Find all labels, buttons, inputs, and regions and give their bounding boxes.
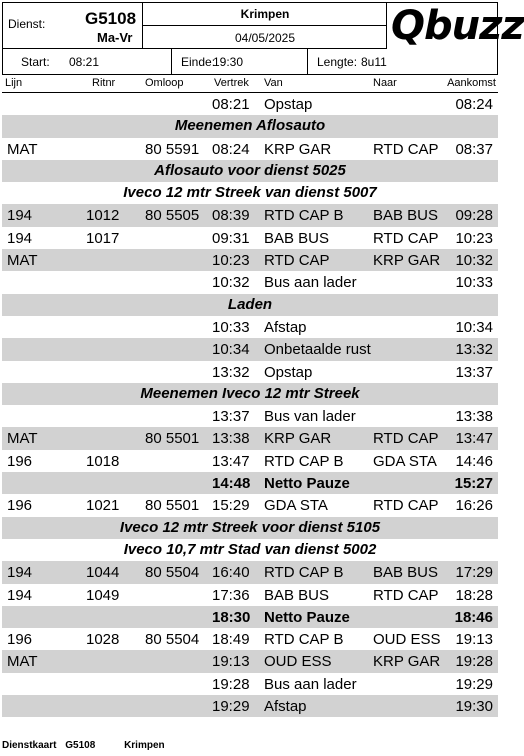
cell-aank: 19:30 xyxy=(455,698,493,716)
cell-vt: 13:37 xyxy=(212,408,250,426)
cell-vt: 10:34 xyxy=(212,341,250,359)
cell-van: RTD CAP B xyxy=(264,631,344,649)
section-text: Aflosauto voor dienst 5025 xyxy=(154,161,346,179)
date: 04/05/2025 xyxy=(234,31,296,45)
cell-vt: 08:24 xyxy=(212,140,250,158)
section-heading xyxy=(2,294,498,316)
table-row xyxy=(2,450,498,472)
cell-van: Netto Pauze xyxy=(264,475,350,493)
cell-van: KRP GAR xyxy=(264,140,332,158)
col-aankomst: Aankomst xyxy=(447,77,496,89)
cell-van: KRP GAR xyxy=(264,430,332,448)
cell-oml: 80 5501 xyxy=(145,430,200,448)
cell-rit: 1021 xyxy=(86,497,120,515)
cell-rit: 1044 xyxy=(86,564,120,582)
cell-aank: 19:13 xyxy=(455,631,493,649)
cell-oml: 80 5501 xyxy=(145,497,200,515)
cell-van: Afstap xyxy=(264,698,307,716)
cell-aank: 10:33 xyxy=(455,274,493,292)
cell-aank: 13:37 xyxy=(455,363,493,381)
cell-vt: 16:40 xyxy=(212,564,250,582)
cell-rit: 1018 xyxy=(86,452,120,470)
cell-van: Bus aan lader xyxy=(264,274,357,292)
cell-lijn: 194 xyxy=(7,564,33,582)
cell-vt: 08:39 xyxy=(212,207,250,225)
cell-lijn: 196 xyxy=(7,452,33,470)
cell-vt: 18:49 xyxy=(212,631,250,649)
cell-van: Netto Pauze xyxy=(264,608,350,626)
cell-aank: 10:23 xyxy=(455,229,493,247)
table-row xyxy=(2,405,498,427)
cell-lijn: MAT xyxy=(7,252,38,270)
cell-naar: KRP GAR xyxy=(373,653,441,671)
cell-van: OUD ESS xyxy=(264,653,332,671)
cell-naar: RTD CAP xyxy=(373,229,439,247)
footer xyxy=(2,740,165,751)
cell-oml: 80 5504 xyxy=(145,564,200,582)
section-text: Iveco 12 mtr Streek van dienst 5007 xyxy=(123,184,377,202)
cell-vt: 17:36 xyxy=(212,586,250,604)
table-row xyxy=(2,316,498,338)
cell-oml: 80 5504 xyxy=(145,631,200,649)
cell-van: RTD CAP B xyxy=(264,207,344,225)
lengte-label: Lengte: xyxy=(317,55,358,69)
col-omloop: Omloop xyxy=(145,77,184,89)
cell-aank: 08:24 xyxy=(455,96,493,113)
col-van: Van xyxy=(264,77,283,89)
cell-vt: 09:31 xyxy=(212,229,250,247)
cell-vt: 13:38 xyxy=(212,430,250,448)
table-row xyxy=(2,494,498,516)
cell-van: Afstap xyxy=(264,318,307,336)
cell-naar: RTD CAP xyxy=(373,586,439,604)
cell-naar: GDA STA xyxy=(373,452,437,470)
cell-lijn: 194 xyxy=(7,229,33,247)
dienst-label: Dienst: xyxy=(8,17,46,31)
cell-aank: 09:28 xyxy=(455,207,493,225)
cell-naar: RTD CAP xyxy=(373,497,439,515)
cell-aank: 18:28 xyxy=(455,586,493,604)
table-row xyxy=(2,138,498,160)
cell-lijn: MAT xyxy=(7,430,38,448)
cell-lijn: MAT xyxy=(7,653,38,671)
cell-van: Onbetaalde rust xyxy=(264,341,371,359)
cell-aank: 08:37 xyxy=(455,140,493,158)
cell-van: Bus aan lader xyxy=(264,675,357,693)
cell-aank: 15:27 xyxy=(454,475,493,493)
cell-lijn: MAT xyxy=(7,140,38,158)
cell-naar: BAB BUS xyxy=(373,207,439,225)
cell-aank: 17:29 xyxy=(455,564,493,582)
cell-van: RTD CAP B xyxy=(264,564,344,582)
section-heading xyxy=(2,383,498,405)
cell-rit: 1017 xyxy=(86,229,120,247)
dienst-code: G5108 xyxy=(85,9,137,28)
header xyxy=(2,2,524,75)
cell-aank: 10:32 xyxy=(455,252,493,270)
cell-naar: RTD CAP xyxy=(373,430,439,448)
cell-aank: 13:47 xyxy=(455,430,493,448)
cell-van: Opstap xyxy=(264,363,313,381)
dienst-days: Ma-Vr xyxy=(97,30,133,45)
table-row xyxy=(2,249,498,271)
dienstkaart xyxy=(2,2,524,717)
einde-label: Einde: xyxy=(181,55,216,69)
table-row xyxy=(2,695,498,717)
table-row xyxy=(2,628,498,650)
table-row xyxy=(2,561,498,583)
einde-value: 19:30 xyxy=(213,55,244,69)
cell-vt: 19:29 xyxy=(212,698,250,716)
cell-oml: 80 5591 xyxy=(145,140,200,158)
pause-row xyxy=(2,472,498,494)
cell-vt: 10:33 xyxy=(212,318,250,336)
cell-lijn: 194 xyxy=(7,586,33,604)
lengte-value: 8u11 xyxy=(361,55,387,69)
section-text: Meenemen Iveco 12 mtr Streek xyxy=(140,384,360,402)
cell-aank: 14:46 xyxy=(455,452,493,470)
cell-aank: 10:34 xyxy=(455,318,493,336)
section-heading xyxy=(2,539,498,561)
cell-van: BAB BUS xyxy=(264,586,330,604)
cell-rit: 1012 xyxy=(86,207,120,225)
cell-naar: OUD ESS xyxy=(373,631,441,649)
cell-vt: 13:32 xyxy=(212,363,250,381)
cell-vt: 10:23 xyxy=(212,252,250,270)
cell-van: GDA STA xyxy=(264,497,328,515)
section-text: Iveco 10,7 mtr Stad van dienst 5002 xyxy=(123,540,377,558)
table-row xyxy=(2,271,498,293)
cell-lijn: 196 xyxy=(7,631,33,649)
column-header xyxy=(2,75,498,93)
table-row xyxy=(2,650,498,672)
cell-aank: 19:29 xyxy=(455,675,493,693)
section-text: Iveco 12 mtr Streek voor dienst 5105 xyxy=(119,518,381,536)
table-row xyxy=(2,93,498,115)
section-text: Laden xyxy=(227,295,273,313)
table-row xyxy=(2,204,498,226)
cell-lijn: 194 xyxy=(7,207,33,225)
cell-aank: 13:32 xyxy=(455,341,493,359)
cell-van: BAB BUS xyxy=(264,229,330,247)
section-text: Meenemen Aflosauto xyxy=(174,117,326,135)
cell-vt: 19:28 xyxy=(212,675,250,693)
location: Krimpen xyxy=(240,7,290,21)
qbuzz-logo: Qbuzz xyxy=(391,3,524,49)
pause-row xyxy=(2,606,498,628)
cell-van: RTD CAP xyxy=(264,252,330,270)
table-row xyxy=(2,427,498,449)
cell-vt: 15:29 xyxy=(212,497,250,515)
cell-vt: 18:30 xyxy=(212,608,251,626)
col-vertrek: Vertrek xyxy=(214,77,249,89)
footer-label: Dienstkaart xyxy=(2,740,57,751)
cell-lijn: 196 xyxy=(7,497,33,515)
cell-aank: 13:38 xyxy=(455,408,493,426)
table-row xyxy=(2,338,498,360)
cell-vt: 10:32 xyxy=(212,274,250,292)
cell-vt: 19:13 xyxy=(212,653,250,671)
cell-aank: 18:46 xyxy=(454,608,493,626)
cell-rit: 1049 xyxy=(86,586,120,604)
table-row xyxy=(2,584,498,606)
cell-naar: BAB BUS xyxy=(373,564,439,582)
cell-aank: 19:28 xyxy=(455,653,493,671)
cell-rit: 1028 xyxy=(86,631,120,649)
section-heading xyxy=(2,115,498,137)
schedule-rows xyxy=(2,93,498,717)
footer-code: G5108 xyxy=(65,740,96,751)
cell-vt: 14:48 xyxy=(212,475,251,493)
cell-oml: 80 5505 xyxy=(145,207,200,225)
cell-vt: 08:21 xyxy=(212,96,250,113)
section-heading xyxy=(2,160,498,182)
table-row xyxy=(2,673,498,695)
section-heading xyxy=(2,517,498,539)
cell-naar: RTD CAP xyxy=(373,140,439,158)
start-label: Start: xyxy=(21,55,50,69)
cell-van: Bus van lader xyxy=(264,408,356,426)
cell-van: RTD CAP B xyxy=(264,452,344,470)
start-value: 08:21 xyxy=(69,55,100,69)
cell-aank: 16:26 xyxy=(455,497,493,515)
cell-naar: KRP GAR xyxy=(373,252,441,270)
cell-vt: 13:47 xyxy=(212,452,250,470)
table-row xyxy=(2,227,498,249)
table-row xyxy=(2,361,498,383)
section-heading xyxy=(2,182,498,204)
col-ritnr: Ritnr xyxy=(92,77,116,89)
footer-location: Krimpen xyxy=(124,740,165,751)
cell-van: Opstap xyxy=(264,96,313,113)
col-lijn: Lijn xyxy=(5,77,23,89)
col-naar: Naar xyxy=(373,77,397,89)
